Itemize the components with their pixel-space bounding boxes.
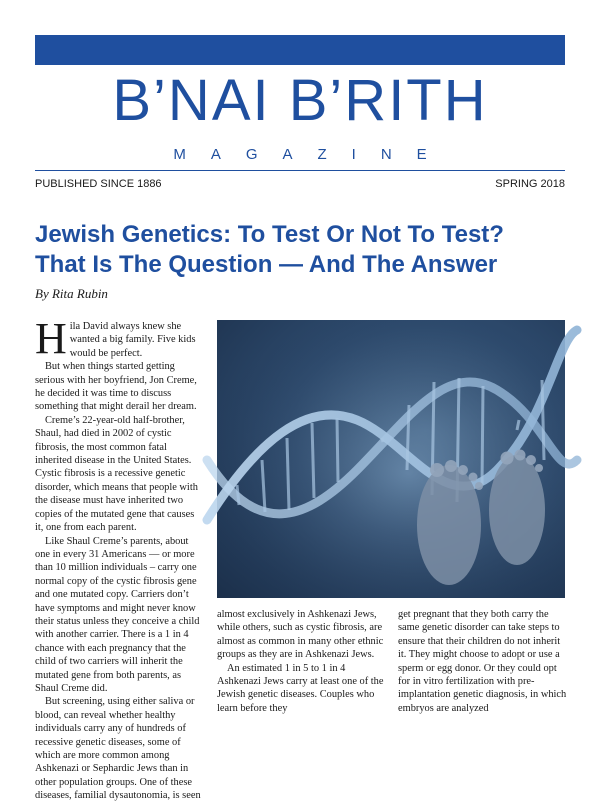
masthead-top-bar xyxy=(35,35,565,65)
article-column-3 xyxy=(398,608,568,758)
article-headline xyxy=(35,220,565,280)
paragraph: almost exclusively in Ashkenazi Jews, while others, such as cystic fibrosis, are almost as common in many other ethnic groups as they are in Ashkenazi Jews. xyxy=(217,609,384,661)
paragraph-text: ila David always knew she wanted a big family. Five kids would be perfect. xyxy=(69,321,196,359)
headline-line-1: Jewish Genetics: To Test Or Not To Test? xyxy=(35,221,504,248)
paragraph xyxy=(35,314,205,363)
paragraph: But screening, using either saliva or blood, can reveal whether healthy individuals carry any of hundreds of recessive genetic diseases, some of which are more common among Ashkenazi or Sephardic Jews than in other population groups. One of these diseases, familial dysautonomia, is seen xyxy=(35,696,201,802)
article-column-2 xyxy=(217,608,387,758)
paragraph: But when things started getting serious with her boyfriend, Jon Creme, he decided it was time to discuss something that might derail her dream. xyxy=(35,361,197,413)
paragraph: get pregnant that they both carry the same genetic disorder can take steps to ensure that their children do not inherit it. They might choose to adopt or use a sperm or egg donor. Or they could opt for in vitro fertilization with pre-implantation genetic diagnosis, in which embryos are analyzed xyxy=(398,609,567,714)
masthead-title: B’NAI B’RITH xyxy=(112,68,488,133)
dna-helix-baby-feet-photo xyxy=(217,320,565,598)
masthead-rule xyxy=(35,170,565,171)
article-byline: By Rita Rubin xyxy=(35,286,108,301)
paragraph: Like Shaul Creme’s parents, about one in every 31 Americans — or more than 10 million individuals – carry one normal copy of the cystic fibrosis gene and one mutated copy. Carriers don’t have symptoms and might never know their status unless they conceive a child with another carrier. There is a 1 in 4 chance with each pregnancy that the child of two carriers will inherit the mutated gene from both parents, as Shaul Creme did. xyxy=(35,535,200,694)
published-since: PUBLISHED SINCE 1886 xyxy=(35,178,162,190)
issue-date: SPRING 2018 xyxy=(495,178,565,190)
masthead-subtitle: MAGAZINE xyxy=(173,146,452,163)
dna-helix-icon xyxy=(217,320,565,598)
article-column-1 xyxy=(35,314,205,802)
paragraph: Creme’s 22-year-old half-brother, Shaul, had died in 2002 of cystic fibrosis, the most common fatal inherited disease in the United States. Cystic fibrosis is a recessive genetic disorder, which means that people with the disease must have inherited two copies of the mutated gene that causes it, one from each parent. xyxy=(35,414,198,534)
drop-cap: H xyxy=(35,314,67,363)
headline-line-2: That Is The Question — And The Answer xyxy=(35,251,498,278)
paragraph: An estimated 1 in 5 to 1 in 4 Ashkenazi Jews carry at least one of the Jewish genetic diseases. Couples who learn before they xyxy=(217,662,384,714)
